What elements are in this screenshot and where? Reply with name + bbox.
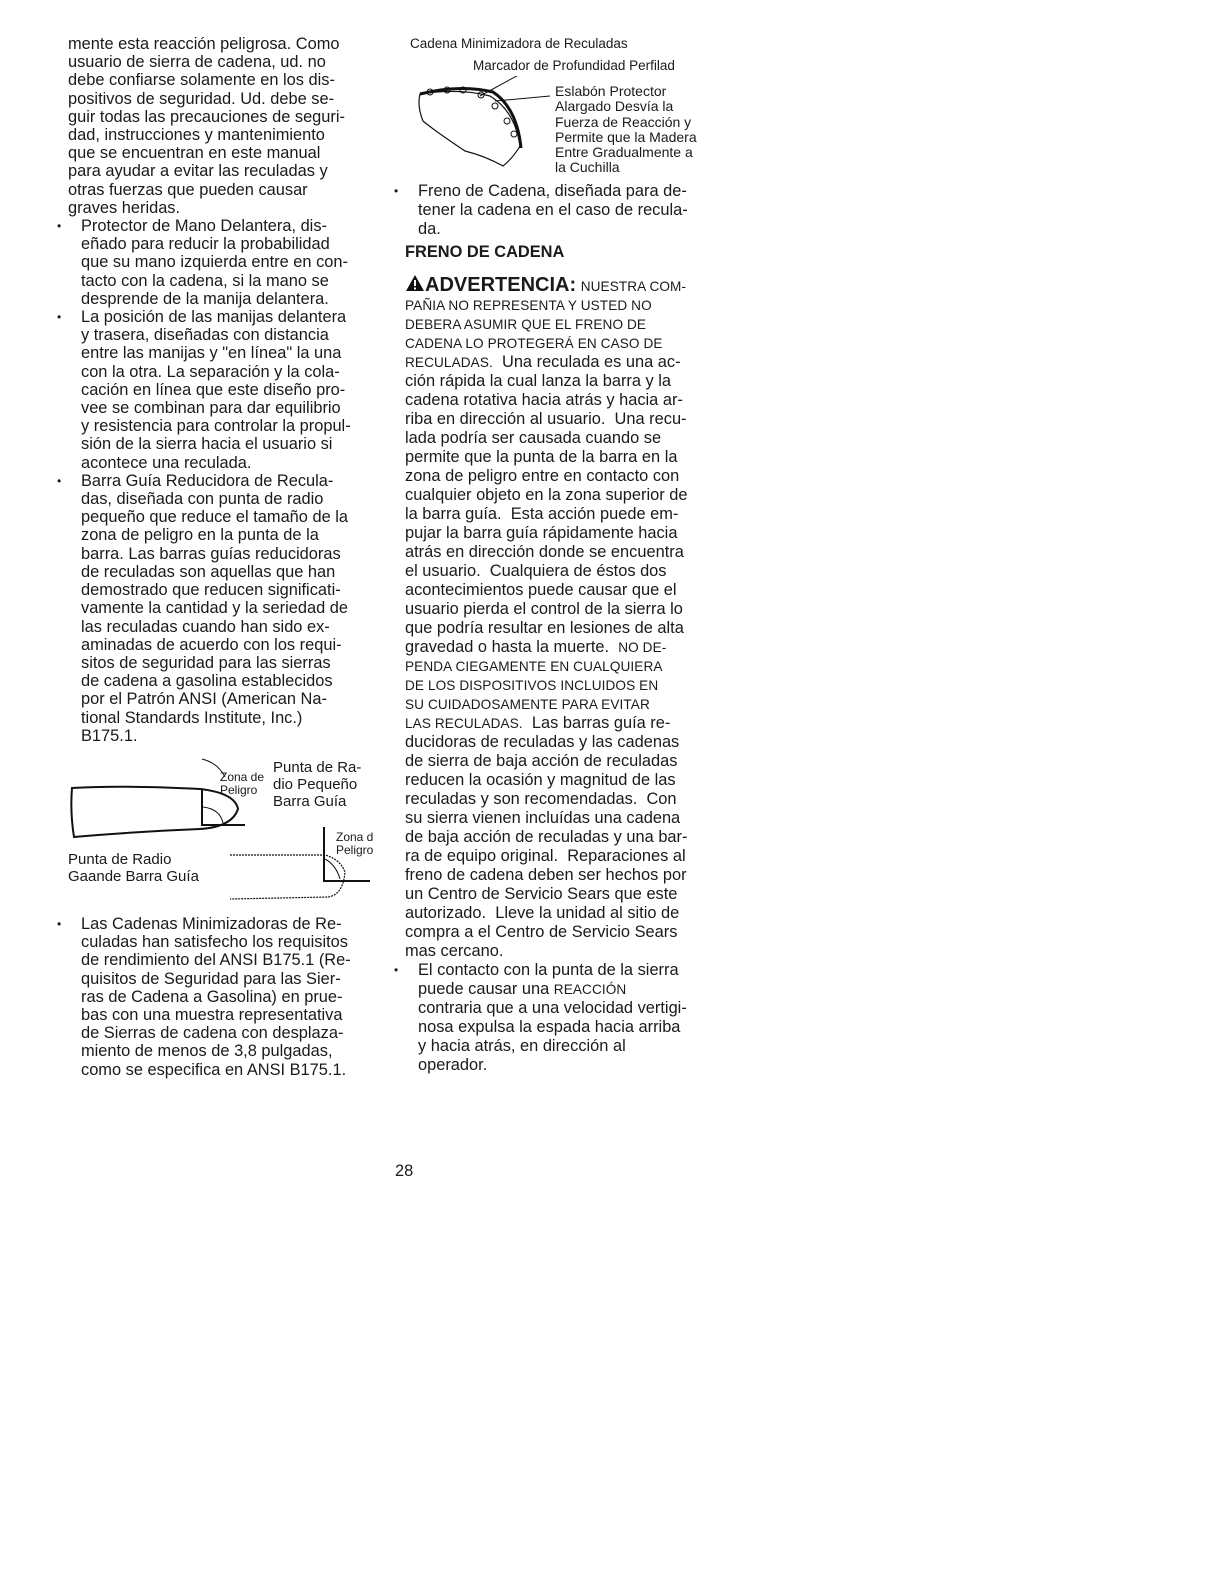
warning-body: [405, 296, 745, 961]
text-line: por el Patrón ANSI (American Na-: [81, 690, 327, 709]
left-column: [68, 35, 388, 1079]
text-line: [405, 467, 745, 486]
body-text: que podría resultar en lesiones de alta: [405, 619, 684, 637]
danger-zone-label-2: Zona d Peligro: [336, 829, 374, 857]
text-line: positivos de seguridad. Ud. debe se-: [68, 89, 335, 108]
warning-label: ADVERTENCIA:: [425, 274, 577, 296]
text-line: desprende de la manija delantera.: [81, 289, 329, 308]
text-line: [418, 1037, 745, 1056]
text-line: [405, 695, 745, 714]
body-text: ción rápida la cual lanza la barra y la: [405, 372, 672, 390]
text-line: miento de menos de 3,8 pulgadas,: [81, 1042, 333, 1061]
body-text: Las barras guía re-: [522, 714, 671, 732]
text-line: [405, 923, 745, 942]
text-line: guir todas las precauciones de seguri-: [68, 107, 345, 126]
page-number: 28: [395, 1162, 414, 1180]
body-text: El contacto con la punta de la sierra: [418, 961, 679, 979]
text-line: [405, 847, 745, 866]
caps-text: REACCIÓN: [553, 982, 627, 997]
text-line: usuario de sierra de cadena, ud. no: [68, 53, 326, 72]
warning-header: [405, 274, 745, 296]
text-line: quisitos de Seguridad para las Sier-: [81, 969, 341, 988]
text-line: • Barra Guía Reducidora de Recula-: [81, 471, 334, 490]
text-line: barra. Las barras guías reducidoras: [81, 544, 341, 563]
text-line: [405, 942, 745, 961]
section-heading: FRENO DE CADENA: [405, 243, 565, 261]
text-line: [405, 543, 745, 562]
text-line: vee se combinan para dar equilibrio: [81, 399, 341, 418]
text-line: con la otra. La separación y la cola-: [81, 362, 340, 381]
body-text: nosa expulsa la espada hacia arriba: [418, 1018, 681, 1036]
warning-triangle-icon: [405, 274, 425, 292]
text-line: [405, 676, 745, 695]
text-line: acontece una reculada.: [81, 453, 252, 472]
text-line: [405, 771, 745, 790]
text-line: [405, 562, 745, 581]
paragraph: [68, 35, 388, 217]
caps-text: PAÑIA NO REPRESENTA Y USTED NO: [405, 298, 652, 313]
body-text: atrás en dirección donde se encuentra: [405, 543, 684, 561]
warning-caps-start: NUESTRA COM-: [580, 279, 687, 294]
bullet-item: [68, 915, 388, 1079]
body-text: permite que la punta de la barra en la: [405, 448, 678, 466]
text-line: mente esta reacción peligrosa. Como: [68, 35, 340, 53]
text-line: pequeño que reduce el tamaño de la: [81, 508, 349, 527]
text-line: graves heridas.: [68, 198, 181, 217]
bullet-item: [68, 472, 388, 745]
text-line: [405, 353, 745, 372]
body-text: su sierra vienen incluídas una cadena: [405, 809, 681, 827]
body-text: Una reculada es una ac-: [492, 353, 681, 371]
text-line: [418, 1056, 745, 1075]
text-line: B175.1.: [81, 726, 138, 745]
body-text: pujar la barra guía rápidamente hacia: [405, 524, 678, 542]
text-line: [405, 866, 745, 885]
caps-text: DEBERA ASUMIR QUE EL FRENO DE: [405, 317, 647, 332]
text-line: para ayudar a evitar las reculadas y: [68, 162, 328, 181]
right-column: [405, 0, 745, 1075]
text-line: que se encuentran en este manual: [68, 144, 321, 163]
text-line: [405, 524, 745, 543]
text-line: [405, 828, 745, 847]
text-line: vamente la cantidad y la seriedad de: [81, 599, 348, 618]
caps-text: RECULADAS.: [405, 355, 493, 370]
chain-diagram: [405, 0, 745, 182]
text-line: demostrado que reducen significati-: [81, 581, 341, 600]
body-text: gravedad o hasta la muerte.: [405, 638, 619, 656]
text-line: eñado para reducir la probabilidad: [81, 235, 330, 254]
text-line: culadas han satisfecho los requisitos: [81, 933, 348, 952]
text-line: [405, 296, 745, 315]
text-line: • La posición de las manijas delantera: [81, 308, 347, 327]
body-text: ra de equipo original. Reparaciones al: [405, 847, 686, 865]
guide-bar-diagram: [68, 757, 388, 915]
text-line: ras de Cadena a Gasolina) en prue-: [81, 987, 343, 1006]
body-text: contraria que a una velocidad vertigi-: [418, 999, 687, 1017]
text-line: [405, 714, 745, 733]
text-line: aminadas de acuerdo con los requi-: [81, 635, 342, 654]
caps-text: PENDA CIEGAMENTE EN CUALQUIERA: [405, 659, 663, 674]
text-line: [405, 315, 745, 334]
left-text-blocks-after: [68, 915, 388, 1079]
caps-text: NO DE-: [618, 640, 667, 655]
left-text-blocks: [68, 35, 388, 745]
small-radius-tip-label: Punta de Ra- dio Pequeño Barra Guía: [273, 758, 362, 810]
text-line: de Sierras de cadena con desplaza-: [81, 1024, 344, 1043]
body-text: autorizado. Lleve la unidad al sitio de: [405, 904, 680, 922]
body-text: mas cercano.: [405, 942, 504, 960]
body-text: zona de peligro entre en contacto con: [405, 467, 680, 485]
text-line: [405, 600, 745, 619]
body-text: acontecimientos puede causar que el: [405, 581, 677, 599]
bullet-item: [68, 308, 388, 472]
depth-gauge-label: Marcador de Profundidad Perfilad: [473, 58, 675, 73]
body-text: reculadas y son recomendadas. Con: [405, 790, 677, 808]
guard-link-label: Eslabón Protector Alargado Desvía la Fuerza de Reacción y Permite que la Madera Entre Gradualmente a la Cuchilla: [555, 83, 697, 176]
text-line: [405, 885, 745, 904]
body-text: de sierra de baja acción de reculadas: [405, 752, 678, 770]
text-line: tional Standards Institute, Inc.): [81, 708, 303, 727]
body-text: riba en dirección al usuario. Una recu-: [405, 410, 687, 428]
text-line: sión de la sierra hacia el usuario si: [81, 435, 333, 454]
text-line: [418, 961, 745, 980]
text-line: [405, 486, 745, 505]
body-text: cadena rotativa hacia atrás y hacia ar-: [405, 391, 683, 409]
caps-text: LAS RECULADAS.: [405, 716, 523, 731]
text-line: [405, 638, 745, 657]
contact-bullet: [405, 961, 745, 1075]
text-line: otras fuerzas que pueden causar: [68, 180, 308, 199]
text-line: • Protector de Mano Delantera, dis-: [81, 217, 327, 236]
text-line: que su mano izquierda entre en con-: [81, 253, 348, 272]
text-line: [405, 448, 745, 467]
bullet-item: [68, 217, 388, 308]
text-line: sitos de seguridad para las sierras: [81, 653, 331, 672]
danger-zone-label-1: Zona de Peligro: [220, 769, 265, 797]
text-line: [418, 980, 745, 999]
text-line: [418, 999, 745, 1018]
body-text: lada podría ser causada cuando se: [405, 429, 662, 447]
body-text: cualquier objeto en la zona superior de: [405, 486, 688, 504]
text-line: [405, 619, 745, 638]
text-line: zona de peligro en la punta de la: [81, 526, 319, 545]
text-line: entre las manijas y "en línea" la una: [81, 344, 342, 363]
text-line: debe confiarse solamente en los dis-: [68, 71, 335, 90]
text-line: [405, 581, 745, 600]
text-line: da.: [418, 220, 441, 238]
caps-text: SU CUIDADOSAMENTE PARA EVITAR: [405, 697, 650, 712]
text-line: • Freno de Cadena, diseñada para de-: [418, 182, 687, 200]
chain-illustration: [415, 76, 565, 176]
body-text: ducidoras de reculadas y las cadenas: [405, 733, 680, 751]
text-line: [418, 1018, 745, 1037]
text-line: [405, 790, 745, 809]
text-line: [405, 334, 745, 353]
text-line: bas con una muestra representativa: [81, 1005, 343, 1024]
body-text: la barra guía. Esta acción puede em-: [405, 505, 679, 523]
text-line: [405, 505, 745, 524]
text-line: [405, 391, 745, 410]
large-radius-tip-label: Punta de Radio Gaande Barra Guía: [68, 850, 199, 885]
caps-text: CADENA LO PROTEGERÁ EN CASO DE: [405, 336, 663, 351]
body-text: compra a el Centro de Servicio Sears: [405, 923, 678, 941]
body-text: operador.: [418, 1056, 488, 1074]
text-line: de reculadas son aquellas que han: [81, 562, 336, 581]
text-line: [405, 733, 745, 752]
body-text: reducen la ocasión y magnitud de las: [405, 771, 676, 789]
text-line: [405, 809, 745, 828]
text-line: [405, 752, 745, 771]
text-line: de rendimiento del ANSI B175.1 (Re-: [81, 951, 351, 970]
text-line: cación en línea que este diseño pro-: [81, 380, 346, 399]
chain-brake-bullet: [405, 182, 745, 239]
caps-text: DE LOS DISPOSITIVOS INCLUIDOS EN: [405, 678, 659, 693]
text-line: das, diseñada con punta de radio: [81, 490, 324, 509]
text-line: [405, 429, 745, 448]
text-line: [405, 410, 745, 429]
text-line: tener la cadena en el caso de recula-: [418, 201, 688, 219]
text-line: [405, 657, 745, 676]
text-line: • Las Cadenas Minimizadoras de Re-: [81, 914, 342, 933]
text-line: tacto con la cadena, si la mano se: [81, 271, 329, 290]
body-text: un Centro de Servicio Sears que este: [405, 885, 678, 903]
text-line: y resistencia para controlar la propul-: [81, 417, 351, 436]
text-line: de cadena a gasolina establecidos: [81, 672, 333, 691]
text-line: y trasera, diseñadas con distancia: [81, 326, 329, 345]
text-line: [405, 904, 745, 923]
text-line: [405, 372, 745, 391]
body-text: usuario pierda el control de la sierra lo: [405, 600, 683, 618]
chain-diagram-title: Cadena Minimizadora de Reculadas: [410, 36, 628, 51]
text-line: como se especifica en ANSI B175.1.: [81, 1060, 347, 1079]
text-line: dad, instrucciones y mantenimiento: [68, 126, 325, 145]
body-text: y hacia atrás, en dirección al: [418, 1037, 626, 1055]
body-text: de baja acción de reculadas y una bar-: [405, 828, 688, 846]
body-text: freno de cadena deben ser hechos por: [405, 866, 687, 884]
body-text: puede causar una: [418, 980, 554, 998]
text-line: las reculadas cuando han sido ex-: [81, 617, 330, 636]
body-text: el usuario. Cualquiera de éstos dos: [405, 562, 667, 580]
